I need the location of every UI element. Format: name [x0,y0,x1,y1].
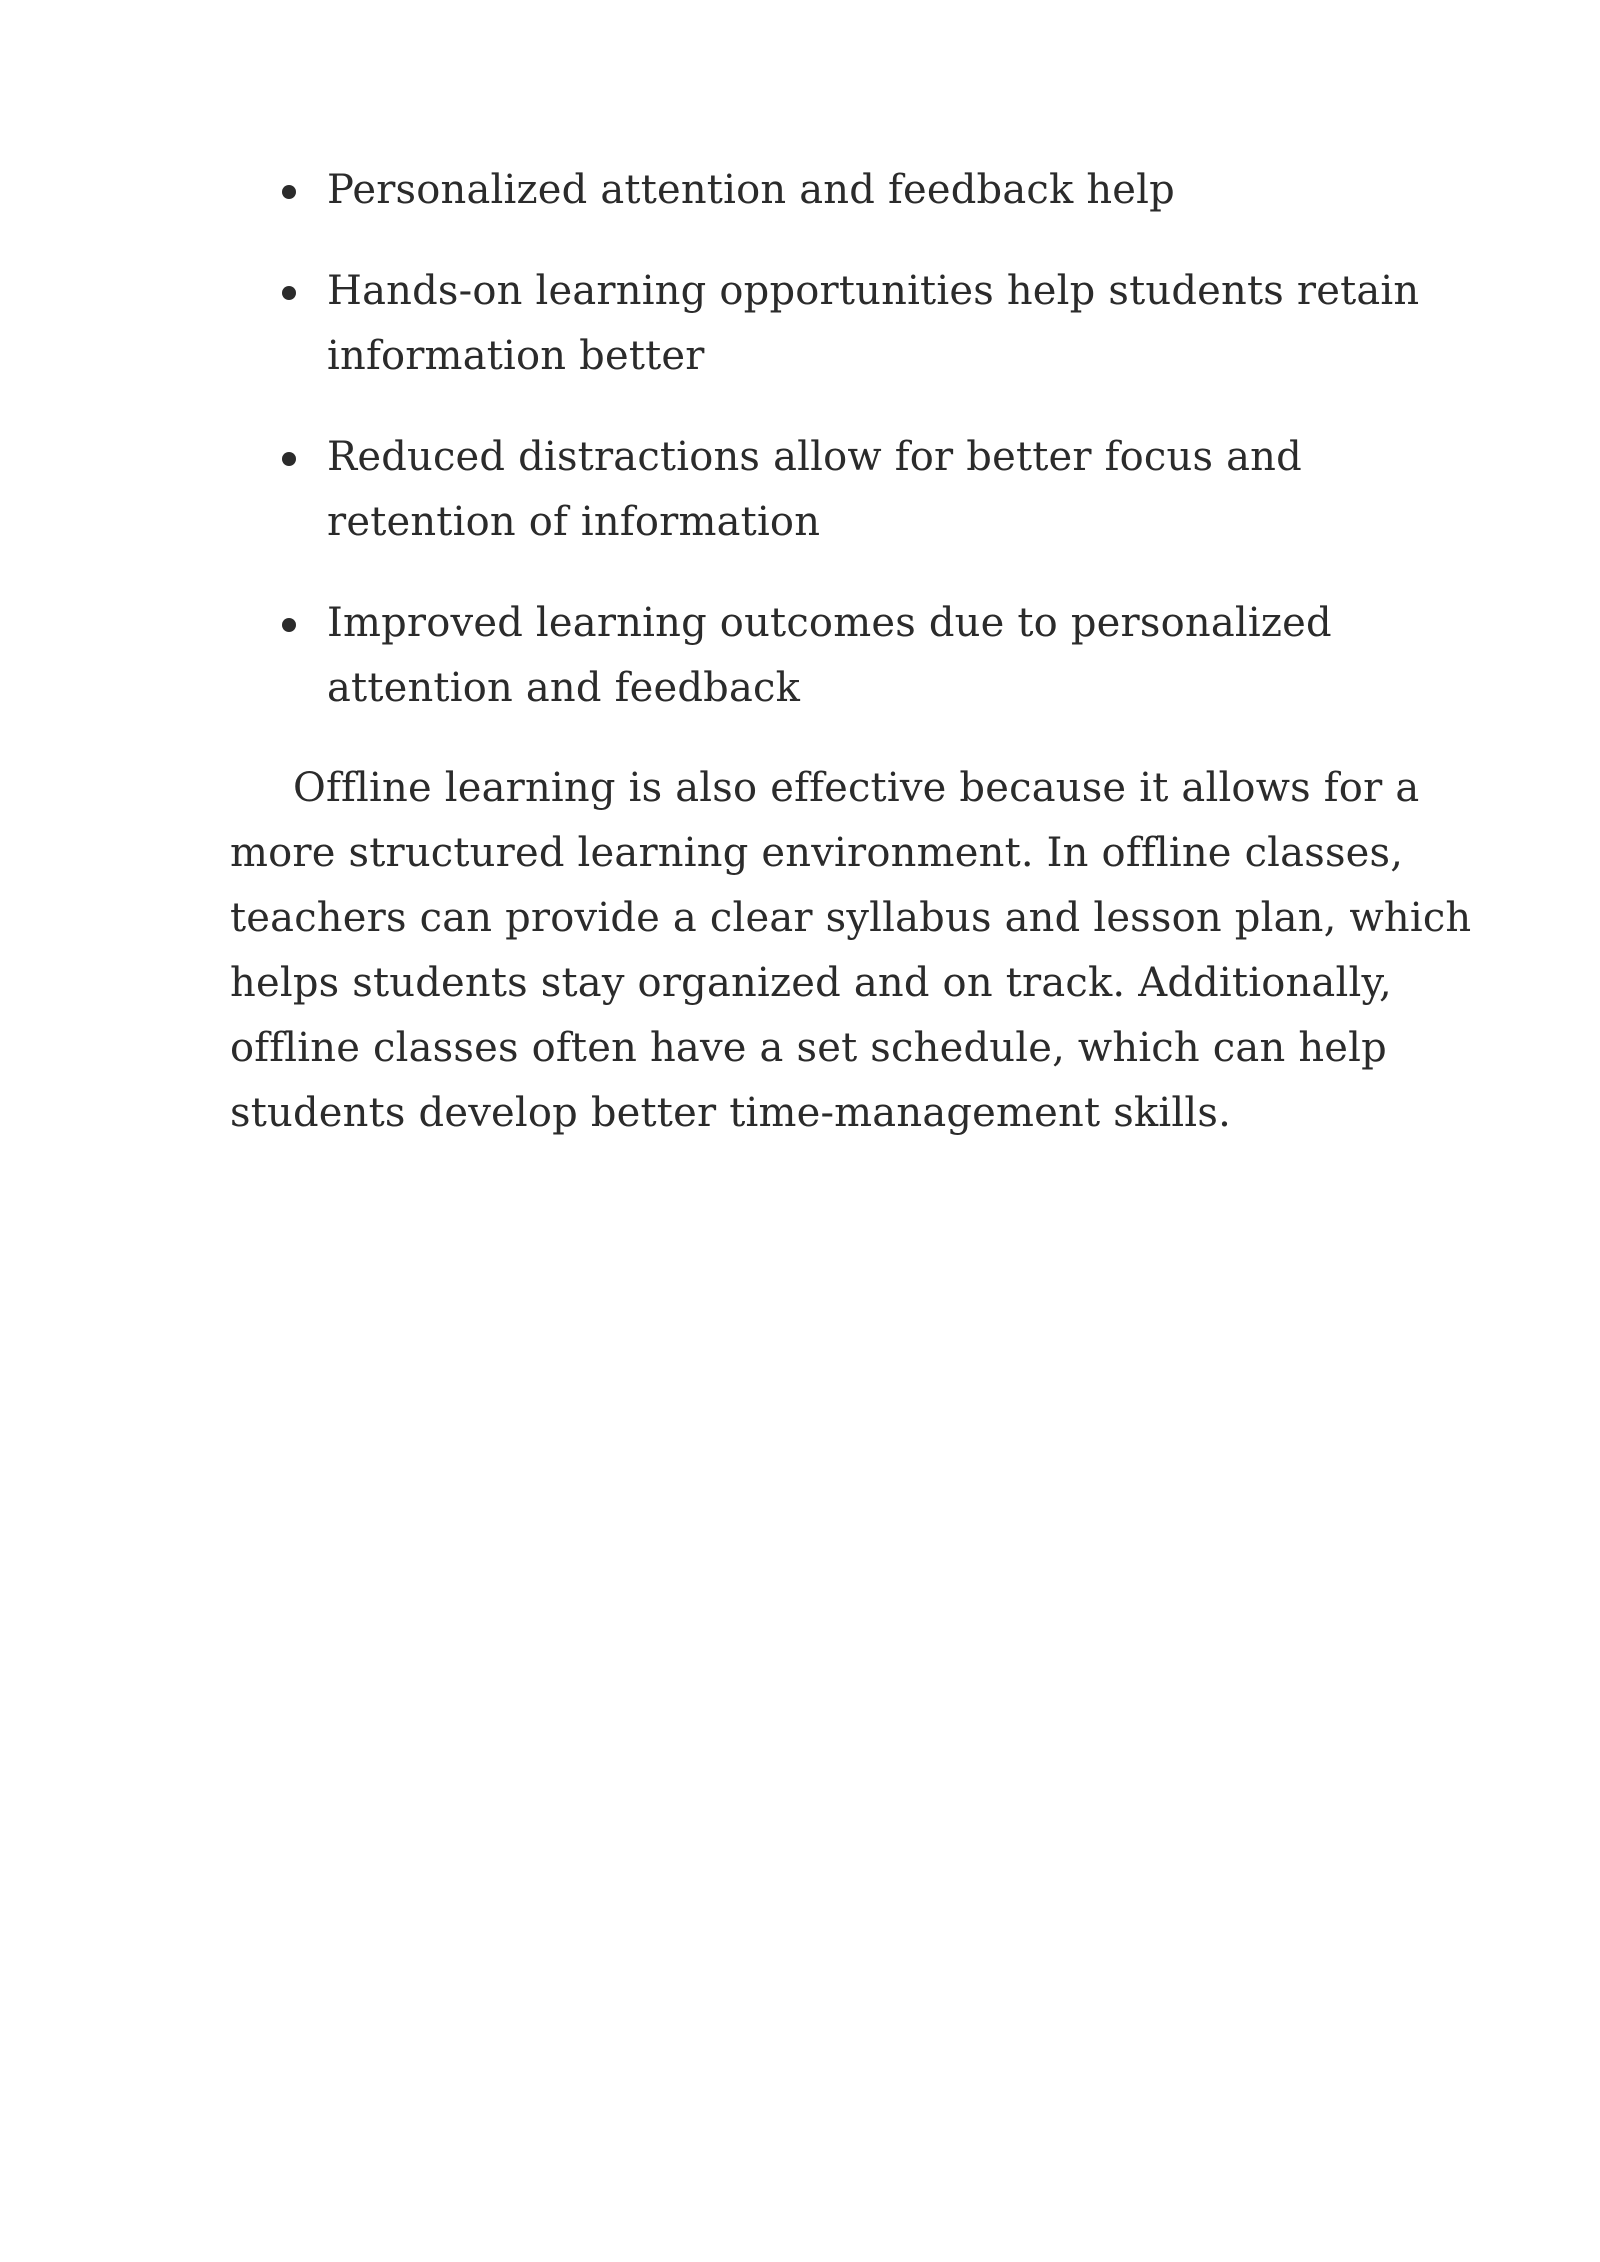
list-item [230,591,1490,721]
bullet-icon [282,618,296,632]
list-item-text: Improved learning outcomes due to personalized attention and feedback [327,600,1332,711]
benefits-list [230,158,1490,721]
body-paragraph: Offline learning is also effective because it allows for a more structured learning environment. In offline classes, teachers can provide a clear syllabus and lesson plan, which helps students stay organized and on track. Additionally, offline classes often have a set schedule, which can help students develop better time-management skills. [230,765,1472,1136]
list-item [230,425,1490,555]
list-item-text: Reduced distractions allow for better focus and retention of information [327,434,1302,545]
list-item-text: Personalized attention and feedback help [327,167,1175,213]
list-item-text: Hands-on learning opportunities help students retain information better [327,268,1420,379]
bullet-icon [282,286,296,300]
bullet-icon [282,185,296,199]
bullet-icon [282,452,296,466]
list-item [230,259,1490,389]
document-content [230,158,1490,1146]
list-item [230,158,1490,223]
